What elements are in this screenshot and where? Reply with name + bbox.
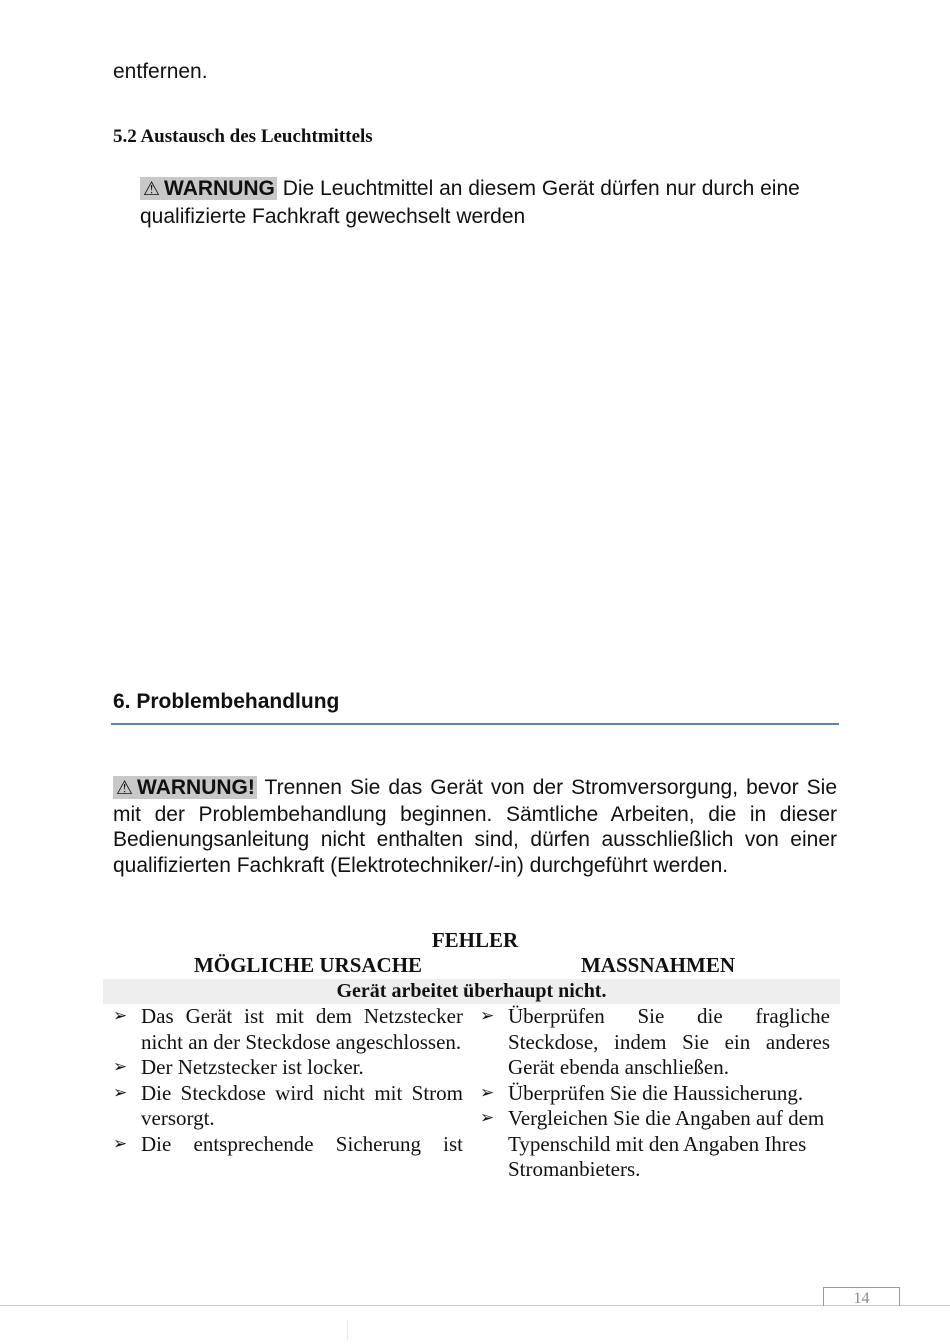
section-heading-6: 6. Problembehandlung — [113, 690, 340, 713]
column-header-cause: MÖGLICHE URSACHE — [193, 953, 423, 977]
warning-notice-lamp — [140, 175, 830, 230]
arrow-bullet-icon: ➢ — [480, 1108, 495, 1128]
warning-label-box — [113, 776, 257, 799]
page-number: 14 — [853, 1290, 870, 1307]
cause-text: Das Gerät ist mit dem Netzstecker nicht an der Steckdose angeschlossen. — [141, 1004, 463, 1054]
footer-rule — [0, 1305, 950, 1306]
section-heading-5-2: 5.2 Austausch des Leuchtmittels — [113, 126, 373, 147]
warning-triangle-icon: ⚠ — [143, 179, 161, 200]
cause-text: Der Netzstecker ist locker. — [141, 1055, 364, 1079]
arrow-bullet-icon: ➢ — [113, 1082, 128, 1103]
warning-label: WARNUNG! — [137, 776, 255, 799]
warning-notice-troubleshooting — [113, 775, 837, 878]
arrow-bullet-icon: ➢ — [480, 1082, 495, 1103]
warning-triangle-icon: ⚠ — [116, 778, 134, 799]
warning-label: WARNUNG — [164, 177, 275, 200]
arrow-bullet-icon: ➢ — [113, 1006, 128, 1026]
measure-text: Überprüfen Sie die Haussicherung. — [508, 1080, 804, 1105]
warning-label-box — [140, 177, 277, 200]
measures-list — [480, 1004, 830, 1183]
footer-mark — [347, 1320, 348, 1340]
row-title: Gerät arbeitet überhaupt nicht. — [336, 980, 607, 1002]
warning-text: Die Leuchtmittel an diesem Gerät dürfen nur durch eine qualifizierte Fachkraft gewechselt werden — [140, 177, 800, 228]
list-item — [480, 1106, 830, 1183]
continued-text-fragment: entfernen. — [113, 60, 208, 83]
arrow-bullet-icon: ➢ — [113, 1057, 128, 1077]
section-divider — [111, 723, 839, 725]
causes-list — [113, 1004, 463, 1157]
measure-text: Vergleichen Sie die Angaben auf dem Typenschild mit den Angaben Ihres Stromanbieters. — [508, 1106, 825, 1181]
list-item — [480, 1081, 830, 1107]
measure-text: Überprüfen Sie die fragliche Steckdose, indem Sie ein anderes Gerät ebenda anschließen. — [508, 1004, 830, 1079]
list-item — [113, 1055, 463, 1081]
list-item — [113, 1004, 463, 1055]
arrow-bullet-icon: ➢ — [113, 1133, 128, 1154]
warning-text: Trennen Sie das Gerät von der Stromversorgung, bevor Sie mit der Problembehandlung beginnen. Sämtliche Arbeiten, die in dieser Bedienungsanleitung nicht enthalten sind, dürfen ausschließlich von einer qualifizierten Fachkraft (Elektrotechniker/-in) durchgeführt werden. — [113, 776, 837, 877]
column-header-measures: MASSNAHMEN — [580, 953, 735, 977]
list-item — [113, 1081, 463, 1132]
table-caption: FEHLER — [431, 928, 519, 952]
arrow-bullet-icon: ➢ — [480, 1006, 495, 1026]
cause-text: Die entsprechende Sicherung ist — [141, 1131, 463, 1156]
cause-text: Die Steckdose wird nicht mit Strom versorgt. — [141, 1080, 463, 1130]
list-item — [113, 1132, 463, 1158]
list-item — [480, 1004, 830, 1081]
